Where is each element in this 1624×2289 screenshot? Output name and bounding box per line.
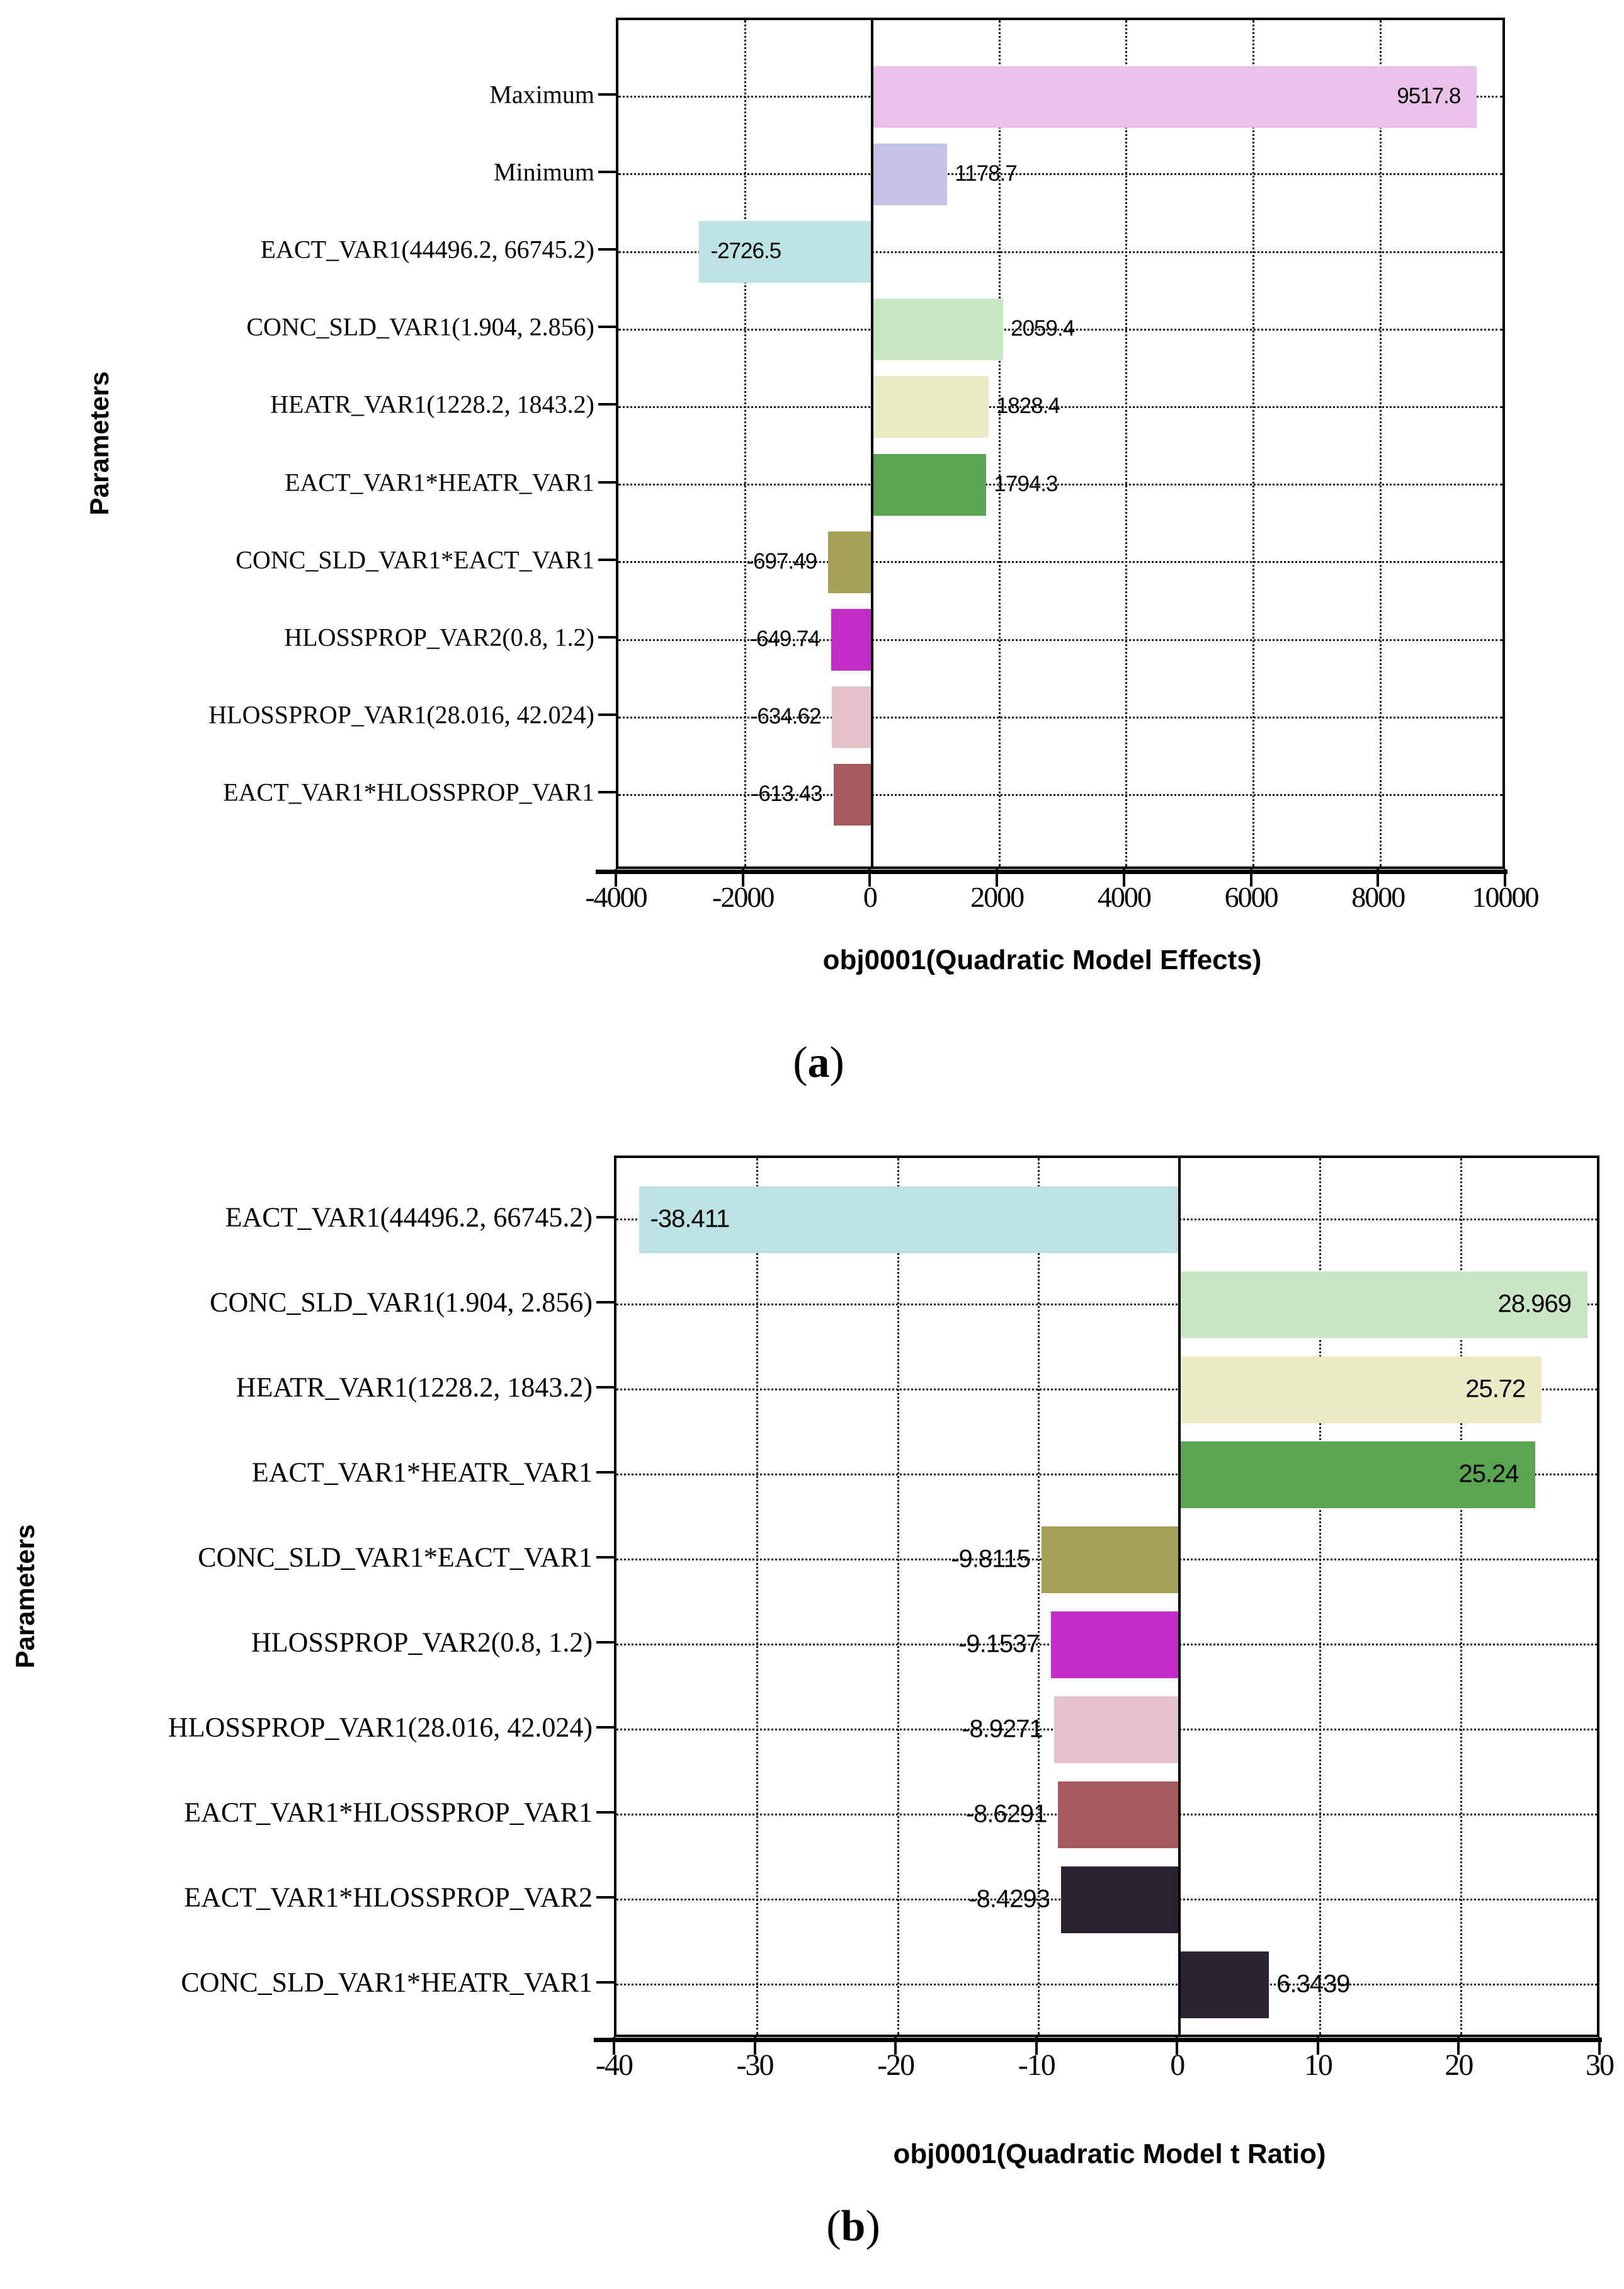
bar-value-label: -38.411: [650, 1205, 730, 1233]
x-tick-label: -30: [736, 2048, 773, 2082]
y-axis-title: Parameters: [10, 1524, 40, 1669]
y-tick-mark: [596, 1726, 614, 1729]
category-label: Maximum: [489, 80, 594, 109]
bar-value-label: 2059.4: [1011, 316, 1075, 341]
category-label: CONC_SLD_VAR1*EACT_VAR1: [236, 545, 594, 574]
bar-negative: [1061, 1866, 1179, 1933]
y-tick-mark: [596, 1811, 614, 1814]
bar-value-label: -8.6291: [965, 1800, 1047, 1828]
y-axis-title: Parameters: [84, 371, 114, 516]
y-tick-mark: [596, 1301, 614, 1304]
x-axis-title: obj0001(Quadratic Model Effects): [822, 945, 1262, 975]
x-tick-label: 30: [1586, 2048, 1613, 2082]
x-tick-label: 10: [1303, 2048, 1332, 2082]
category-label: CONC_SLD_VAR1*HEATR_VAR1: [181, 1967, 593, 1997]
category-label: HEATR_VAR1(1228.2, 1843.2): [270, 390, 594, 419]
bar-value-label: -649.74: [749, 627, 820, 652]
category-label: HLOSSPROP_VAR1(28.016, 42.024): [168, 1712, 593, 1742]
zero-axis-line: [1178, 1158, 1181, 2035]
bar-negative: [1058, 1781, 1179, 1848]
x-gridline: [756, 1158, 758, 2035]
subfigure-caption: (a): [793, 1038, 844, 1087]
bar-value-label: -2726.5: [710, 239, 781, 264]
y-tick-mark: [596, 1471, 614, 1474]
x-tick-label: -20: [877, 2048, 914, 2082]
y-tick-mark: [596, 1896, 614, 1899]
x-axis-line: [594, 2038, 1602, 2042]
bar-value-label: -8.9271: [962, 1715, 1043, 1743]
x-tick-label: 6000: [1224, 881, 1278, 913]
bar-value-label: -8.4293: [968, 1885, 1050, 1913]
category-label: EACT_VAR1*HEATR_VAR1: [251, 1457, 593, 1487]
category-label: CONC_SLD_VAR1(1.904, 2.856): [246, 312, 594, 341]
x-tick-label: 0: [863, 881, 877, 913]
x-tick-label: -4000: [585, 881, 647, 913]
category-label: CONC_SLD_VAR1(1.904, 2.856): [210, 1286, 593, 1317]
y-tick-mark: [596, 1981, 614, 1984]
category-label: HEATR_VAR1(1228.2, 1843.2): [236, 1372, 593, 1402]
bar-value-label: 25.24: [1458, 1460, 1519, 1488]
x-tick-label: 4000: [1097, 881, 1150, 913]
y-tick-mark: [596, 1641, 614, 1644]
bar-value-label: 28.969: [1497, 1290, 1571, 1318]
bar-negative: [1042, 1526, 1179, 1593]
y-tick-mark: [596, 1556, 614, 1559]
category-label: EACT_VAR1*HLOSSPROP_VAR1: [223, 778, 594, 807]
y-tick-mark: [596, 1216, 614, 1218]
bar-positive: [1179, 1951, 1269, 2018]
bar-negative: [1054, 1696, 1180, 1763]
x-tick-label: 10000: [1472, 881, 1538, 913]
category-label: EACT_VAR1*HLOSSPROP_VAR2: [184, 1882, 593, 1912]
category-label: HLOSSPROP_VAR1(28.016, 42.024): [208, 700, 594, 729]
bar-value-label: 9517.8: [1397, 83, 1461, 108]
category-label: EACT_VAR1(44496.2, 66745.2): [260, 235, 594, 264]
x-tick-label: 20: [1445, 2048, 1473, 2082]
bar-value-label: 25.72: [1465, 1375, 1526, 1403]
category-label: Minimum: [493, 157, 594, 186]
bar-value-label: -9.1537: [958, 1630, 1040, 1658]
category-label: EACT_VAR1*HLOSSPROP_VAR1: [184, 1797, 593, 1827]
category-label: EACT_VAR1(44496.2, 66745.2): [225, 1201, 593, 1232]
bar-value-label: -697.49: [746, 548, 817, 574]
category-leader-line: [616, 1984, 1597, 1985]
bar-value-label: -613.43: [751, 781, 822, 807]
x-tick-label: -40: [596, 2048, 632, 2082]
x-axis-title: obj0001(Quadratic Model t Ratio): [893, 2138, 1326, 2169]
y-tick-mark: [596, 1386, 614, 1389]
bar-value-label: -9.8115: [951, 1545, 1030, 1573]
x-tick-label: 2000: [970, 881, 1024, 913]
bar-value-label: 1178.7: [955, 161, 1017, 186]
x-tick-label: -2000: [712, 881, 774, 913]
category-label: HLOSSPROP_VAR2(0.8, 1.2): [284, 623, 594, 652]
x-tick-label: 8000: [1351, 881, 1405, 913]
category-label: HLOSSPROP_VAR2(0.8, 1.2): [251, 1627, 593, 1657]
category-label: EACT_VAR1*HEATR_VAR1: [285, 468, 594, 497]
x-tick-label: 0: [1170, 2048, 1184, 2082]
bar-value-label: -634.62: [750, 704, 821, 729]
subfigure-caption: (b): [826, 2202, 880, 2251]
bar-negative: [1051, 1611, 1180, 1678]
bar-value-label: 6.3439: [1276, 1970, 1350, 1998]
x-gridline: [897, 1158, 899, 2035]
bar-value-label: 1794.3: [994, 471, 1058, 496]
bar-value-label: 1828.4: [996, 394, 1060, 419]
category-label: CONC_SLD_VAR1*EACT_VAR1: [198, 1542, 593, 1572]
plot-area: [614, 1156, 1599, 2037]
x-tick-label: -10: [1018, 2048, 1055, 2082]
